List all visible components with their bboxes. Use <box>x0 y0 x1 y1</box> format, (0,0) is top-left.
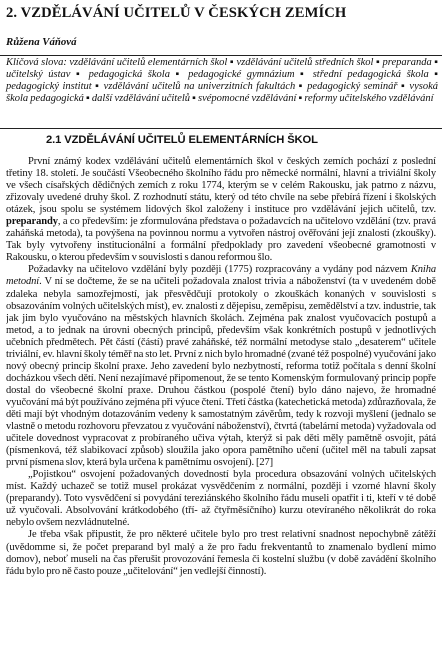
body-text <box>6 156 436 662</box>
keywords-top-rule <box>0 55 442 56</box>
paragraph-3: „Pojistkou“ osvojení požadovaných dovedností byla procedura obsazování volných učitelských míst. Každý uchazeč se totiž musel prokázat vysvědčením z normální, později i vzorné hlavní školy (preparandy). Toto vysvědčení si povydání tereziánského školního řádu museli opatřit i ti, kteří v té době už vyučovali. Absolvování krátkodobého (tří- až čtyřměsíčního) kurzu otevíraného několikrát do roka nebylo ovšem nezvládnutelné. <box>6 469 436 529</box>
paragraph-2-text-a: Požadavky na učitelovo vzdělání byly později (1775) rozpracovány a vydány pod názvem <box>28 264 411 276</box>
paragraph-1-text-a: První známý kodex vzdělávání učitelů elementárních škol v českých zemích pochází z poslední třetiny 18. století. Je součástí Všeobecného školního řádu pro německé normální, hlavní a triviální školy ve všech císařských dědičných zemích z roku 1774, kterým se v celém Rakousku, jak patrno z názvu, zřizovaly uvedené druhy škol. Z rozhodnutí státu, který od této chvíle na sebe přebírá řízení i školských otázek, jsou spolu se systémem lidových škol založeny i instituce pro vzdělávání jejich učitelů, tzv. <box>6 156 436 216</box>
paragraph-4: Je třeba však připustit, že pro některé učitele bylo pro trest relativní snadnost nepochybně zátěží (uvědomme si, že počet preparand byl malý a že pro řadu frekventantů to znamenalo bydlení mimo domov), neboť museli na čas přerušit provozování řemesla či kostelní službu (v době zavádění školního řádu bylo pro ně často pouze „učitelování“ jen vedlejší činností). <box>6 529 436 577</box>
paragraph-1-text-b: , a co především: je zformulována představa o požadavcích na učitelovo vzdělání (tzv. pravá zaháňská metoda), ta povýšena na povinnou normu a vytvořen nástroj ověřování její znalosti (zkoušky). Tak byly vytvořeny institucionální a formální předpoklady pro zavedení všeobecné gramotnosti v Rakousku, o kterou především v souvislosti s danou reformou šlo. <box>6 216 436 264</box>
paragraph-2-text-b: . V ní se dočteme, že se na učiteli požadovala znalost trivia a náboženství (ta v uvedeném době zdaleka nebyla samozřejmostí, jak přesvědčují protokoly o zkouškách konaných v souvislosti s obsazováním volných učitelských míst), ev. znalosti z dějepisu, zeměpisu, zemědělství a tzv. industrie, tak jak jim bylo vyučováno na městských hlavních školách. Zejména pak znalost vyučovacích postupů a metod, a to jednak na úrovni obecných principů, především však konkrétních postupů v jednotlivých učebních předmětech. Pět částí (částí) pravé zaháňské, též normální metodyse stalo „desaterem“ učitele triviální, ev. hlavní školy téměř na sto let. První z nich bylo hromadné (zvané též pospolné) vyučování jako nový obecný princip školní praxe. Jeho zavedení bylo nezbytností, reforma totiž počítala s denní školní docházkou všech dětí. Není nezajímavé připomenout, že se tento Komenským formulovaný princip popře dostal do všeobecné školní praxe. Druhou částkou (pospolé čtení) bylo dáno najevo, že hromadné vyučování má být používáno zejména při výuce čtení. Třetí částka (katechetická metoda) zdůrazňovala, že děti mají být vhodným dotazováním vedeny k samostatným závěrům, tedy k rozvoji myšlení (jednalo se vlastně o metodu rozhovoru převzatou z vyučování náboženství), čtvrtá (tabelární metoda) vyžadovala od učitele dovednost vypracovat z probíraného učiva výtah, kterýž si pak děti měly pamětně osvojit, pátá (písmenková, též slabikovací způsob) sloužila jako opora pamětního učení (učitel měl na tabuli zapsat první písmena slov, která byla určena k pamětnímu osvojení). [27] <box>6 276 436 469</box>
chapter-title: 2. VZDĚLÁVÁNÍ UČITELŮ V ČESKÝCH ZEMÍCH <box>6 5 347 21</box>
keywords-block: Klíčová slova: vzdělávání učitelů elementárních škol ▪ vzdělávání učitelů středních škol ▪ preparanda ▪ učitelský ústav ▪ pedagogická škola ▪ pedagogické gymnázium ▪ střední pedagogická škola ▪ pedagogický institut ▪ vzdělávání učitelů na univerzitních fakultách ▪ pedagogický seminář ▪ vysoká škola pedagogická ▪ další vzdělávání učitelů ▪ svépomocné vzdělávání ▪ reformy učitelského vzdělávání <box>6 57 438 104</box>
paragraph-1 <box>6 156 436 264</box>
term-preparandy: preparandy <box>6 216 58 228</box>
paragraph-2 <box>6 264 436 469</box>
author-name: Růžena Váňová <box>6 36 77 48</box>
keywords-bottom-rule <box>0 128 442 129</box>
book-title-kniha-metodni: Kniha metodní <box>6 264 436 288</box>
section-heading: 2.1 VZDĚLÁVÁNÍ UČITELŮ ELEMENTÁRNÍCH ŠKOL <box>46 134 318 146</box>
